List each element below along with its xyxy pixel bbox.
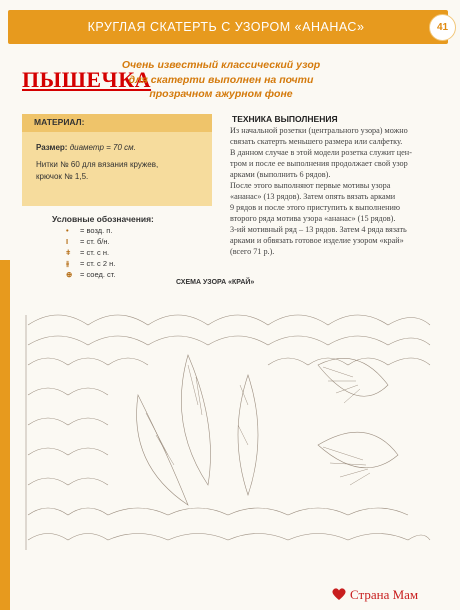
material-size bbox=[36, 143, 136, 152]
technique-line: арками (выполнить 6 рядов). bbox=[230, 170, 331, 179]
double-crochet-icon: ǂ bbox=[66, 248, 71, 257]
heart-logo-icon bbox=[330, 585, 348, 603]
legend-text: = ст. с 2 н. bbox=[80, 259, 116, 268]
legend-text: = ст. с н. bbox=[80, 248, 110, 257]
legend-text: = возд. п. bbox=[80, 226, 113, 235]
site-watermark: Страна Мам bbox=[350, 587, 419, 602]
schema-title: СХЕМА УЗОРА «КРАЙ» bbox=[176, 279, 255, 286]
technique-line: 9 рядов и после этого приступить к выполнению bbox=[230, 203, 400, 212]
crochet-edge-diagram bbox=[18, 285, 438, 560]
legend-item bbox=[66, 270, 115, 279]
single-crochet-icon: I bbox=[66, 237, 69, 246]
intro-line: прозрачном ажурном фоне bbox=[149, 88, 293, 100]
technique-line: арками и обвязать готовое изделие узором «край» bbox=[230, 236, 404, 245]
slip-stitch-icon: ⊕ bbox=[66, 270, 73, 279]
legend-item bbox=[66, 259, 115, 269]
author-stamp: ПЫШЕЧКА bbox=[22, 67, 152, 92]
size-label: Размер: bbox=[36, 143, 68, 152]
technique-line: тром и после ее выполнения продолжает свой узор bbox=[230, 159, 408, 168]
page-side-stripe bbox=[0, 260, 10, 610]
material-line: крючок № 1,5. bbox=[36, 172, 89, 181]
legend-title: Условные обозначения: bbox=[52, 214, 154, 224]
treble-crochet-icon: ⫳ bbox=[66, 259, 70, 268]
legend-item bbox=[66, 226, 112, 235]
intro-line: Очень известный классический узор bbox=[121, 59, 321, 71]
technique-line: 3-ий мотивный ряд – 13 рядов. Затем 4 ряда вязать bbox=[230, 225, 407, 234]
technique-heading: ТЕХНИКА ВЫПОЛНЕНИЯ bbox=[232, 114, 338, 124]
size-value: диаметр = 70 см. bbox=[69, 143, 136, 152]
technique-line: второго ряда мотива узора «ананас» (15 рядов). bbox=[230, 214, 396, 223]
technique-line: «ананас» (13 рядов). Затем опять вязать арками bbox=[230, 192, 396, 201]
material-heading: МАТЕРИАЛ: bbox=[34, 117, 85, 127]
legend-text: = ст. б/н. bbox=[80, 237, 110, 246]
chain-stitch-icon: • bbox=[66, 226, 69, 235]
intro-line: для скатерти выполнен на почти bbox=[128, 73, 314, 86]
intro-text bbox=[116, 58, 326, 102]
page-title: КРУГЛАЯ СКАТЕРТЬ С УЗОРОМ «АНАНАС» bbox=[87, 20, 365, 34]
technique-line: После этого выполняют первые мотивы узора bbox=[230, 181, 391, 190]
legend-text: = соед. ст. bbox=[80, 270, 116, 279]
technique-line: Из начальной розетки (центрального узора) можно bbox=[230, 126, 408, 135]
material-header bbox=[22, 114, 212, 132]
page-number: 41 bbox=[429, 14, 456, 41]
legend-item bbox=[66, 248, 109, 257]
legend-item bbox=[66, 237, 110, 246]
material-line: Нитки № 60 для вязания кружев, bbox=[36, 160, 159, 169]
technique-line: В данном случае в этой модели розетка служит цен- bbox=[230, 148, 412, 157]
technique-line: связать скатерть меньшего размера или салфетку. bbox=[230, 137, 403, 146]
technique-line: (всего 71 р.). bbox=[230, 247, 275, 256]
